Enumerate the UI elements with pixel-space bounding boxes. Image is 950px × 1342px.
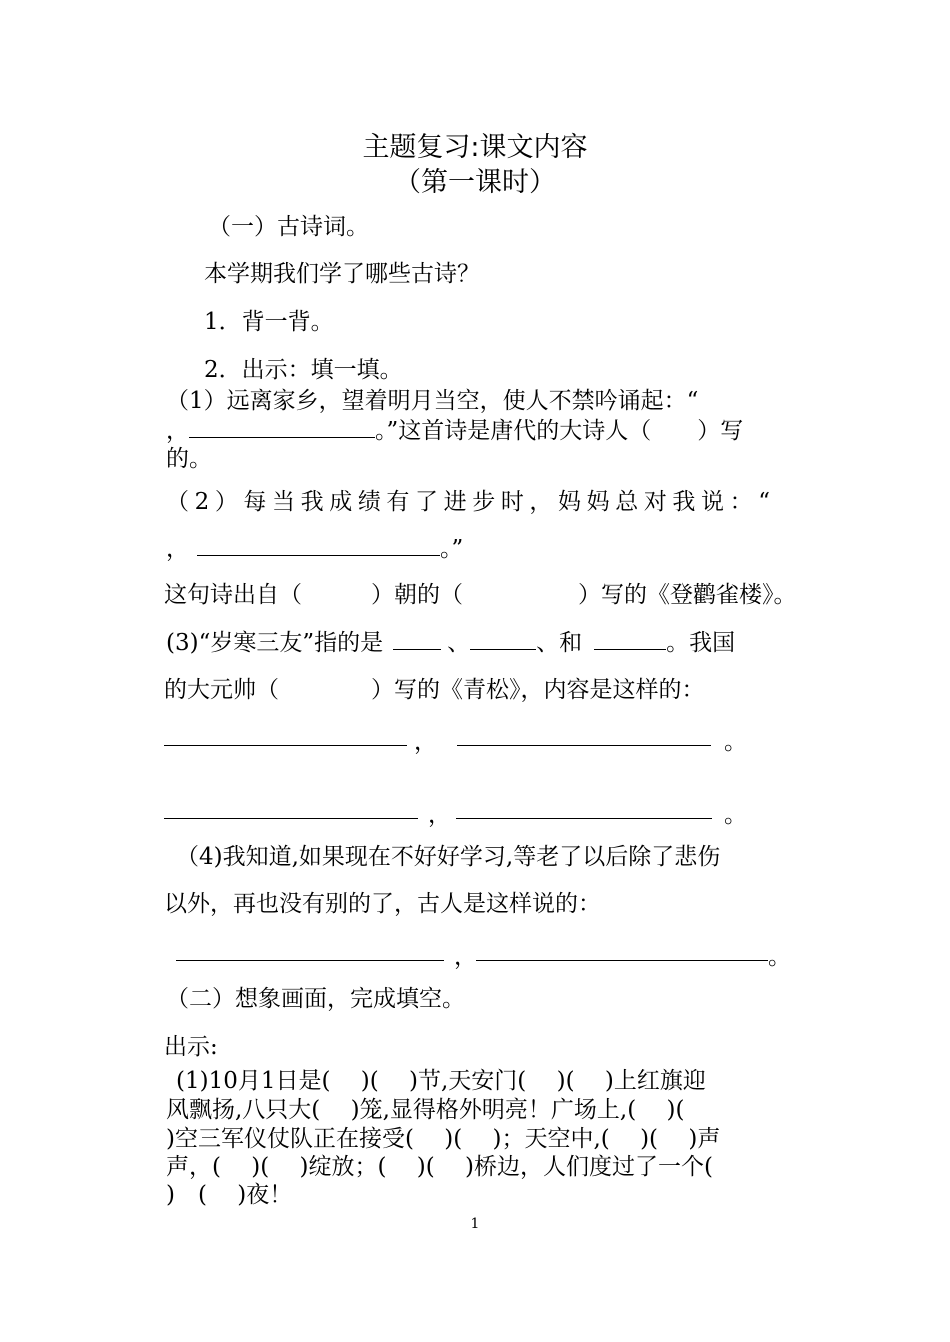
q1-line2-suffix: 。”这首诗是唐代的大诗人（ ）写	[375, 418, 744, 444]
q2-line2-suffix: 。”	[440, 536, 464, 562]
q3-suffix: 。我国	[666, 630, 736, 656]
passage-line: 声，( )( )绽放；( )( )桥边，人们度过了一个(	[166, 1154, 714, 1180]
q3-prefix: (3)“岁寒三友”指的是	[166, 630, 384, 656]
q3-blank-5[interactable]	[457, 745, 711, 746]
q3-line2: 的大元帅（ ）写的《青松》，内容是这样的：	[164, 677, 705, 703]
section-heading-poems: （一）古诗词。	[208, 214, 369, 240]
q1-blank[interactable]	[189, 415, 375, 438]
question-text: 本学期我们学了哪些古诗？	[204, 261, 480, 287]
q3-comma-1: ，	[414, 729, 437, 755]
page-subtitle: （第一课时）	[394, 167, 556, 198]
passage-line: )空三军仪仗队正在接受( )( )；天空中,( )( )声	[166, 1126, 721, 1152]
q4-blank-1[interactable]	[176, 960, 444, 961]
q2-line3: 这句诗出自（ ）朝的（ ）写的《登鹳雀楼》。	[164, 582, 797, 608]
step-two: 2．出示：填一填。	[204, 357, 403, 383]
passage-line: ) ( )夜！	[166, 1182, 293, 1208]
q2-line1: （2）每当我成绩有了进步时，妈妈总对我说：“	[166, 489, 776, 515]
q4-blank-2[interactable]	[476, 960, 768, 961]
q1-line3: 的。	[166, 446, 212, 472]
q4-line2: 以外，再也没有别的了，古人是这样说的：	[164, 891, 601, 917]
q4-line1: （4)我知道,如果现在不好好学习,等老了以后除了悲伤	[176, 844, 721, 870]
q3-sep-1: 、	[447, 630, 471, 656]
show-label: 出示:	[164, 1034, 218, 1060]
q2-blank[interactable]	[197, 533, 440, 556]
q3-comma-2: ，	[428, 802, 451, 828]
q3-sep-2: 、和	[536, 630, 583, 656]
q1-line2	[166, 415, 743, 446]
page-number: 1	[470, 1216, 480, 1232]
q4-period: 。	[768, 944, 791, 970]
q3-blank-1[interactable]	[393, 627, 441, 650]
q1-line1: （1）远离家乡，望着明月当空，使人不禁吟诵起：“	[166, 388, 699, 414]
q3-blank-7[interactable]	[456, 818, 712, 819]
q2-line2	[166, 533, 463, 564]
step-one: 1．背一背。	[204, 309, 334, 335]
q3-line1	[166, 627, 735, 658]
q3-blank-4[interactable]	[164, 745, 407, 746]
page-title: 主题复习:课文内容	[362, 132, 588, 163]
q1-line2-prefix: ，	[166, 418, 189, 444]
q3-blank-3[interactable]	[594, 627, 666, 650]
section-heading-imagine: （二）想象画面，完成填空。	[166, 986, 465, 1012]
q3-period-2: 。	[724, 802, 747, 828]
q2-line2-prefix: ，	[166, 536, 189, 562]
q3-blank-2[interactable]	[470, 627, 536, 650]
q4-comma: ，	[454, 944, 477, 970]
q3-blank-6[interactable]	[164, 818, 418, 819]
q3-period-1: 。	[724, 729, 747, 755]
passage-line: 风飘扬,八只大( )笼,显得格外明亮！广场上,( )(	[166, 1097, 685, 1123]
passage-line: (1)10月1日是( )( )节,天安门( )( )上红旗迎	[176, 1068, 706, 1094]
